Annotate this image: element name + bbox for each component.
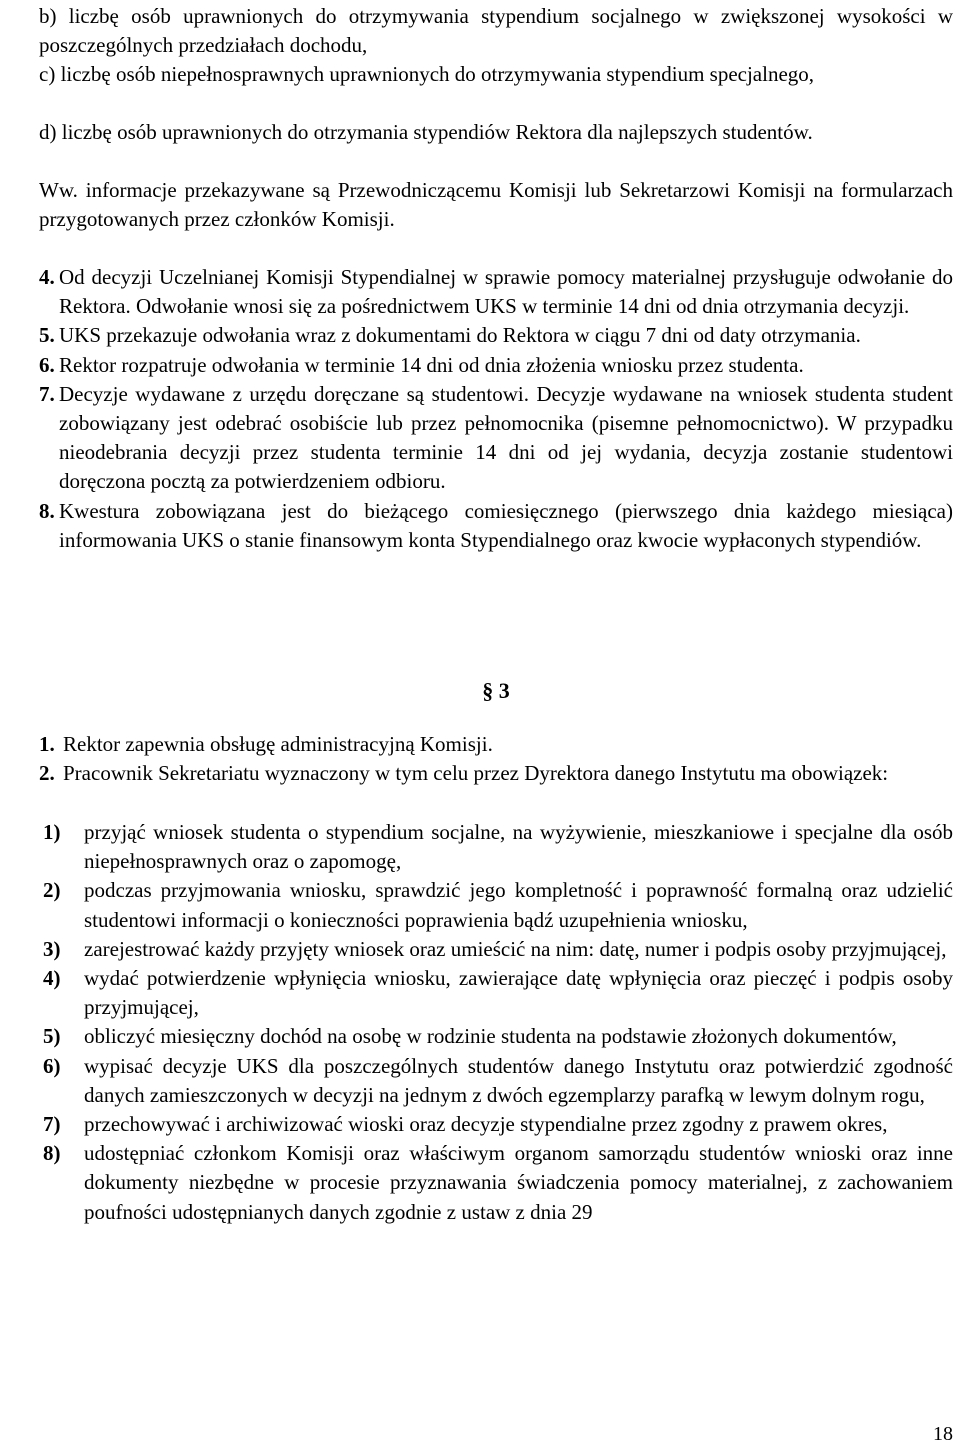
- duty-text: przechowywać i archiwizować wioski oraz decyzje stypendialne przez zgodny z prawem okres,: [84, 1112, 888, 1137]
- section-point-text: Pracownik Sekretariatu wyznaczony w tym celu przez Dyrektora danego Instytutu ma obowiązek:: [63, 761, 889, 786]
- section-point: [39, 759, 953, 788]
- duty-number: 7): [43, 1112, 61, 1137]
- duty-number: 5): [43, 1024, 61, 1049]
- point-number: 8.: [39, 498, 55, 523]
- duty-item: [43, 935, 953, 964]
- point-number: 6.: [39, 352, 55, 377]
- point-text: Kwestura zobowiązana jest do bieżącego comiesięcznego (pierwszego dnia każdego miesiąca) informowania UKS o stanie finansowym konta Stypendialnego oraz kwocie wypłaconych stypendiów.: [59, 498, 953, 552]
- page-number: 18: [933, 1423, 953, 1445]
- point-text: Od decyzji Uczelnianej Komisji Stypendialnej w sprawie pomocy materialnej przysługuje odwołanie do Rektora. Odwołanie wnosi się za pośrednictwem UKS w terminie 14 dni od dnia otrzymania decyzji.: [59, 265, 953, 319]
- point-text: Rektor rozpatruje odwołania w terminie 14 dni od dnia złożenia wniosku przez studenta.: [59, 352, 804, 377]
- section-heading: § 3: [482, 678, 510, 703]
- section-point-number: 1.: [39, 732, 55, 756]
- section-point-number: 2.: [39, 761, 55, 786]
- duty-text: zarejestrować każdy przyjęty wniosek oraz umieścić na nim: datę, numer i podpis osoby przyjmującej,: [84, 936, 947, 961]
- item-b: b) liczbę osób uprawnionych do otrzymywania stypendium socjalnego w zwiększonej wysokości w poszczególnych przedziałach dochodu,: [39, 4, 953, 58]
- duty-item: [43, 1139, 953, 1227]
- point-item: [39, 263, 953, 321]
- duty-item: [43, 876, 953, 934]
- points-list: [39, 263, 953, 555]
- duties-list: [43, 818, 953, 1227]
- item-c: c) liczbę osób niepełnosprawnych uprawnionych do otrzymywania stypendium specjalnego,: [39, 62, 815, 86]
- point-number: 7.: [39, 381, 55, 406]
- duty-text: obliczyć miesięczny dochód na osobę w rodzinie studenta na podstawie złożonych dokumentów,: [84, 1024, 897, 1049]
- duty-number: 3): [43, 936, 61, 961]
- duty-text: podczas przyjmowania wniosku, sprawdzić jego kompletność i poprawność formalną oraz udzielić studentowi informacji o konieczności poprawienia bądź uzupełnienia wniosku,: [84, 878, 953, 932]
- duty-number: 2): [43, 878, 61, 903]
- duty-text: wypisać decyzje UKS dla poszczególnych studentów danego Instytutu oraz potwierdzić zgodność danych zamieszczonych w decyzji na jednym z dwóch egzemplarzy parafką w lewym dolnym rogu,: [84, 1053, 953, 1107]
- duty-text: wydać potwierdzenie wpłynięcia wniosku, zawierające datę wpłynięcia oraz pieczęć i podpis osoby przyjmującej,: [84, 966, 953, 1020]
- point-item: [39, 351, 953, 380]
- point-text: Decyzje wydawane z urzędu doręczane są studentowi. Decyzje wydawane na wniosek studenta student zobowiązany jest odebrać osobiście lub przez pełnomocnika (pisemne pełnomocnictwo). W przypadku nieodebrania decyzji przez studenta terminie 14 dni od jej wydania, decyzja zostanie studentowi doręczona pocztą za potwierdzeniem odbioru.: [59, 381, 953, 494]
- section-points: [39, 730, 953, 788]
- section-point-text: Rektor zapewnia obsługę administracyjną Komisji.: [63, 732, 493, 756]
- item-d: d) liczbę osób uprawnionych do otrzymania stypendiów Rektora dla najlepszych studentów.: [39, 120, 813, 144]
- duty-number: 4): [43, 966, 61, 991]
- duty-number: 6): [43, 1053, 61, 1078]
- duty-item: [43, 964, 953, 1022]
- point-item: [39, 380, 953, 497]
- point-number: 5.: [39, 323, 55, 348]
- duty-item: [43, 1110, 953, 1139]
- section-point: [39, 730, 953, 759]
- point-number: 4.: [39, 265, 55, 289]
- info-note: Ww. informacje przekazywane są Przewodniczącemu Komisji lub Sekretarzowi Komisji na formularzach przygotowanych przez członków Komisji.: [39, 178, 953, 232]
- duty-number: 1): [43, 820, 61, 844]
- duty-number: 8): [43, 1141, 61, 1166]
- point-item: [39, 497, 953, 555]
- duty-item: [43, 1052, 953, 1110]
- duty-item: [43, 818, 953, 876]
- duty-text: udostępniać członkom Komisji oraz właściwym organom samorządu studentów wnioski oraz inne dokumenty niezbędne w procesie przyznawania świadczenia pomocy materialnej, z zachowaniem poufności udostępnianych danych zgodnie z ustaw z dnia 29: [84, 1141, 953, 1224]
- point-item: [39, 321, 953, 350]
- duty-item: [43, 1022, 953, 1051]
- point-text: UKS przekazuje odwołania wraz z dokumentami do Rektora w ciągu 7 dni od daty otrzymania.: [59, 323, 861, 348]
- duty-text: przyjąć wniosek studenta o stypendium socjalne, na wyżywienie, mieszkaniowe i specjalne dla osób niepełnosprawnych oraz o zapomogę,: [84, 820, 953, 874]
